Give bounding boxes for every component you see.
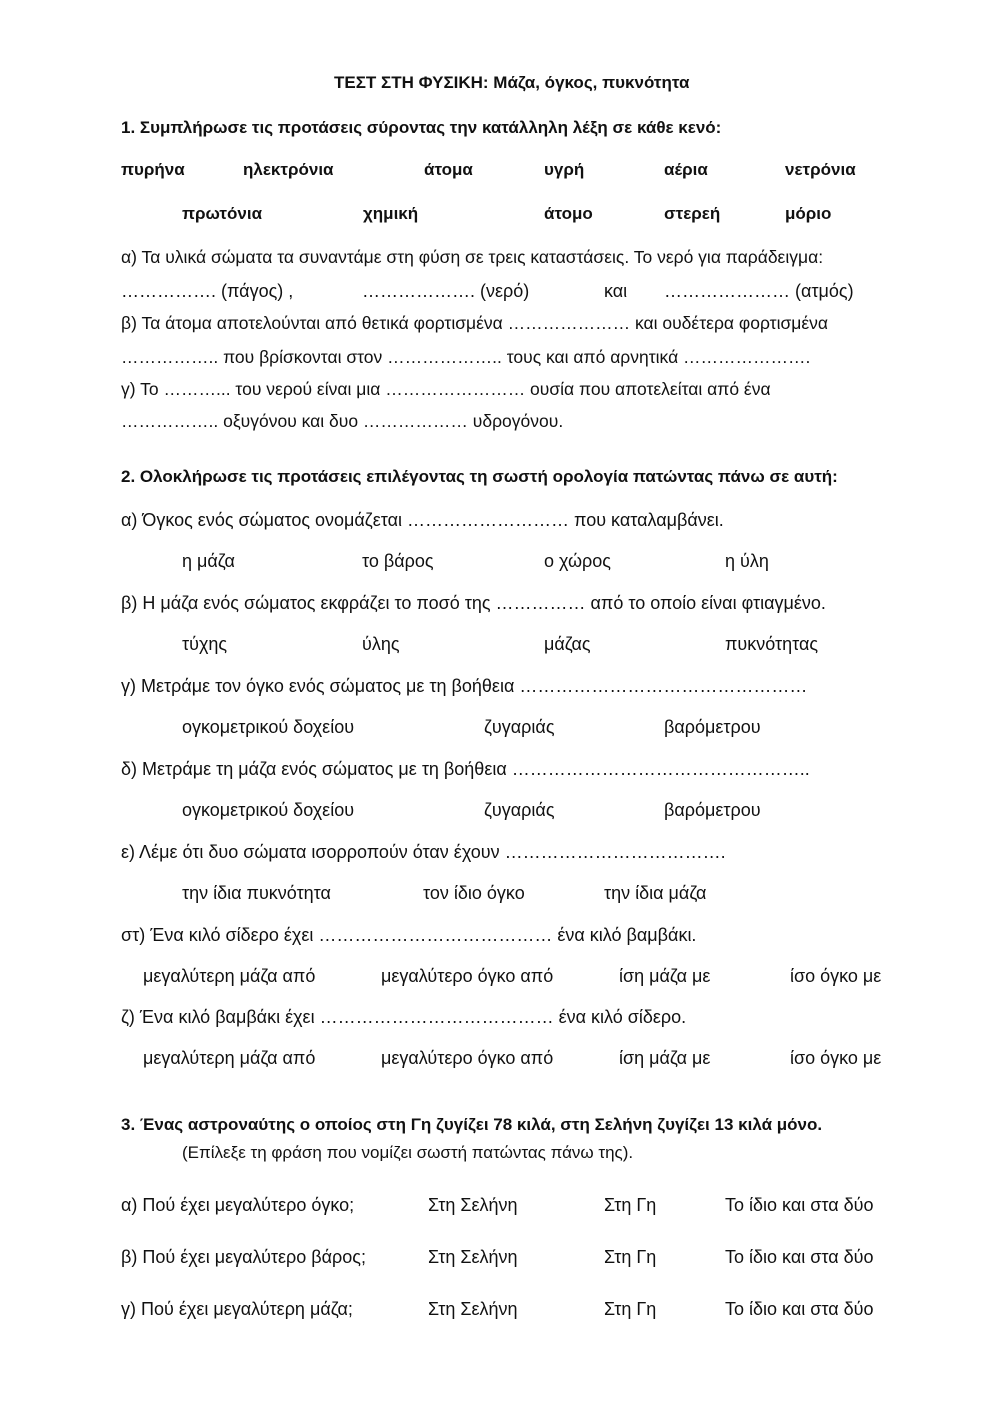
q2-d-option[interactable]: ζυγαριάς: [484, 800, 555, 820]
q2-f-option[interactable]: ίσο όγκο με: [790, 966, 882, 986]
word-bank-item[interactable]: άτομο: [544, 204, 593, 223]
q2-a-option[interactable]: το βάρος: [362, 551, 434, 571]
q3-b-option[interactable]: Στη Γη: [604, 1247, 657, 1267]
q2-d-prompt: δ) Μετράμε τη μάζα ενός σώματος με τη βοήθεια …………………………………………..: [121, 759, 810, 779]
q2-b-option[interactable]: μάζας: [544, 634, 591, 654]
word-bank-item[interactable]: χημική: [363, 204, 419, 223]
q2-b-prompt: β) Η μάζα ενός σώματος εκφράζει το ποσό της …………… από το οποίο είναι φτιαγμένο.: [121, 593, 826, 613]
q3-c-option[interactable]: Στη Σελήνη: [428, 1299, 518, 1319]
page-title: ΤΕΣΤ ΣΤΗ ΦΥΣΙΚΗ: Μάζα, όγκος, πυκνότητα: [334, 73, 690, 92]
q2-g-option[interactable]: μεγαλύτερο όγκο από: [381, 1048, 554, 1068]
q3-a-option[interactable]: Στη Γη: [604, 1195, 657, 1215]
word-bank-item[interactable]: υγρή: [544, 160, 585, 179]
q2-f-prompt: στ) Ένα κιλό σίδερο έχει ………………………………… ένα κιλό βαμβάκι.: [121, 925, 697, 945]
q2-a-option[interactable]: η μάζα: [182, 551, 235, 571]
word-bank-item[interactable]: άτομα: [424, 160, 473, 179]
q3-c-option[interactable]: Στη Γη: [604, 1299, 657, 1319]
q2-c-prompt: γ) Μετράμε τον όγκο ενός σώματος με τη βοήθεια …………………………………………: [121, 676, 808, 696]
word-bank-item[interactable]: μόριο: [785, 204, 832, 223]
q2-d-option[interactable]: ογκομετρικού δοχείου: [182, 800, 355, 820]
q2-e-option[interactable]: την ίδια πυκνότητα: [182, 883, 331, 903]
word-bank-item[interactable]: νετρόνια: [785, 160, 856, 179]
q1-b-text-cont: …………….. που βρίσκονται στον ……………….. τους και από αρνητικά ………………….: [121, 347, 811, 367]
q1-a-blank-water[interactable]: ………………. (νερό): [362, 281, 530, 301]
q3-heading: 3. Ένας αστροναύτης ο οποίος στη Γη ζυγίζει 78 κιλά, στη Σελήνη ζυγίζει 13 κιλά μόνο.: [121, 1115, 823, 1134]
q1-heading: 1. Συμπλήρωσε τις προτάσεις σύροντας την κατάλληλη λέξη σε κάθε κενό:: [121, 118, 722, 137]
word-bank-item[interactable]: αέρια: [664, 160, 708, 179]
q1-a-blank-steam[interactable]: ………………… (ατμός): [664, 281, 854, 301]
q2-a-option[interactable]: ο χώρος: [544, 551, 611, 571]
word-bank-item[interactable]: ηλεκτρόνια: [243, 160, 334, 179]
q2-d-option[interactable]: βαρόμετρου: [664, 800, 761, 820]
q2-g-option[interactable]: μεγαλύτερη μάζα από: [143, 1048, 316, 1068]
q3-a-option[interactable]: Στη Σελήνη: [428, 1195, 518, 1215]
q1-c-text-cont: …………….. οξυγόνου και δυο ……………… υδρογόνου.: [121, 411, 564, 431]
q2-c-option[interactable]: ογκομετρικού δοχείου: [182, 717, 355, 737]
q2-b-option[interactable]: ύλης: [362, 634, 400, 654]
q2-a-prompt: α) Όγκος ενός σώματος ονομάζεται ……………………… που καταλαμβάνει.: [121, 510, 724, 530]
q3-b-option[interactable]: Στη Σελήνη: [428, 1247, 518, 1267]
q2-f-option[interactable]: μεγαλύτερη μάζα από: [143, 966, 316, 986]
q1-c-text: γ) Το ………... του νερού είναι μια …………………… ουσία που αποτελείται από ένα: [121, 379, 771, 399]
q1-a-blank-ice[interactable]: ……………. (πάγος) ,: [121, 281, 294, 301]
q2-e-option[interactable]: τον ίδιο όγκο: [423, 883, 525, 903]
q2-b-option[interactable]: πυκνότητας: [725, 634, 819, 654]
q2-g-option[interactable]: ίσο όγκο με: [790, 1048, 882, 1068]
q3-c-prompt: γ) Πού έχει μεγαλύτερη μάζα;: [121, 1299, 353, 1319]
word-bank-item[interactable]: πυρήνα: [121, 160, 185, 179]
q2-c-option[interactable]: ζυγαριάς: [484, 717, 555, 737]
q1-b-text: β) Τα άτομα αποτελούνται από θετικά φορτισμένα ………………… και ουδέτερα φορτισμένα: [121, 313, 829, 333]
q2-e-option[interactable]: την ίδια μάζα: [604, 883, 707, 903]
word-bank-item[interactable]: στερεή: [664, 204, 721, 223]
q3-subheading: (Επίλεξε τη φράση που νομίζει σωστή πατώντας πάνω της).: [182, 1143, 634, 1162]
q2-f-option[interactable]: μεγαλύτερο όγκο από: [381, 966, 554, 986]
q2-e-prompt: ε) Λέμε ότι δυο σώματα ισορροπούν όταν έχουν ……………………………….: [121, 842, 726, 862]
q2-b-option[interactable]: τύχης: [182, 634, 228, 654]
q3-b-prompt: β) Πού έχει μεγαλύτερο βάρος;: [121, 1247, 366, 1267]
q3-a-option[interactable]: Το ίδιο και στα δύο: [725, 1195, 874, 1215]
q3-b-option[interactable]: Το ίδιο και στα δύο: [725, 1247, 874, 1267]
q2-f-option[interactable]: ίση μάζα με: [619, 966, 711, 986]
q2-c-option[interactable]: βαρόμετρου: [664, 717, 761, 737]
q2-g-option[interactable]: ίση μάζα με: [619, 1048, 711, 1068]
q2-heading: 2. Ολοκλήρωσε τις προτάσεις επιλέγοντας τη σωστή ορολογία πατώντας πάνω σε αυτή:: [121, 467, 838, 486]
q1-a-text: α) Τα υλικά σώματα τα συναντάμε στη φύση σε τρεις καταστάσεις. Το νερό για παράδειγμα:: [121, 247, 824, 267]
q3-a-prompt: α) Πού έχει μεγαλύτερο όγκο;: [121, 1195, 355, 1215]
q1-a-and: και: [604, 281, 628, 301]
q2-a-option[interactable]: η ύλη: [725, 551, 769, 571]
q3-c-option[interactable]: Το ίδιο και στα δύο: [725, 1299, 874, 1319]
word-bank-item[interactable]: πρωτόνια: [182, 204, 263, 223]
q2-g-prompt: ζ) Ένα κιλό βαμβάκι έχει ………………………………… ένα κιλό σίδερο.: [121, 1007, 687, 1027]
